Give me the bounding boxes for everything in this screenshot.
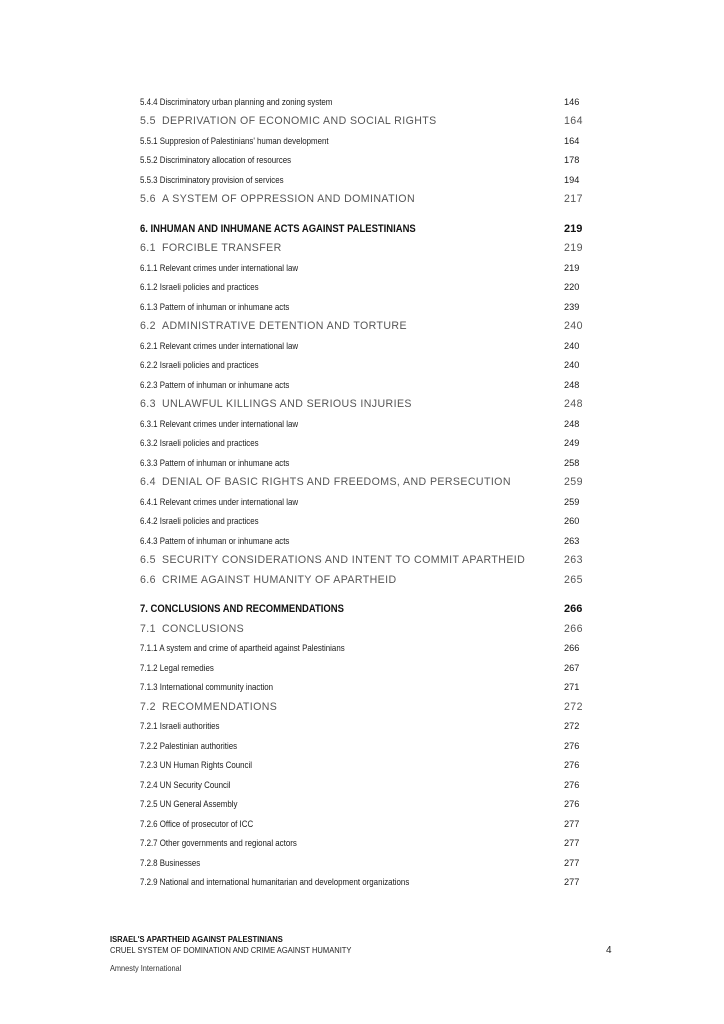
toc-page-number: 276 — [564, 779, 580, 790]
toc-page-number: 240 — [564, 360, 580, 371]
toc-section-entry[interactable] — [140, 551, 584, 571]
toc-section-number: 6.3 — [140, 398, 156, 411]
toc-entry-label: 7.2.9 National and international humanitarian and development organizations — [140, 877, 410, 888]
toc-page-number: 248 — [564, 379, 580, 390]
toc-page-number: 220 — [564, 282, 580, 293]
footer-organization: Amnesty International — [110, 963, 182, 973]
toc-subsection-entry[interactable] — [140, 873, 584, 893]
toc-subsection-entry[interactable] — [140, 336, 584, 356]
toc-entry-label: 6.4.2 Israeli policies and practices — [140, 516, 259, 527]
toc-page-number: 260 — [564, 516, 580, 527]
toc-page-number: 164 — [564, 135, 580, 146]
toc-page-number: 258 — [564, 457, 580, 468]
toc-entry-label: 7.2.3 UN Human Rights Council — [140, 760, 252, 771]
toc-page-number: 240 — [564, 340, 580, 351]
toc-section-number: 5.6 — [140, 193, 156, 206]
toc-section-number: 6.1 — [140, 242, 156, 255]
toc-entry-label: 6.3.3 Pattern of inhuman or inhumane acts — [140, 457, 290, 468]
toc-entry-label: 7.1.2 Legal remedies — [140, 662, 214, 673]
toc-page-number: 266 — [564, 603, 583, 616]
toc-entry-label: 5.4.4 Discriminatory urban planning and zoning system — [140, 96, 333, 107]
toc-page-number: 277 — [564, 857, 580, 868]
toc-section-title: DENIAL OF BASIC RIGHTS AND FREEDOMS, AND PERSECUTION — [162, 476, 511, 489]
toc-entry-label: 7.2.8 Businesses — [140, 857, 201, 868]
toc-entry-label — [140, 623, 244, 635]
toc-section-entry[interactable] — [140, 619, 584, 639]
toc-section-number: 6.4 — [140, 476, 156, 489]
toc-page-number: 276 — [564, 799, 580, 810]
toc-subsection-entry[interactable] — [140, 151, 584, 171]
toc-subsection-entry[interactable] — [140, 492, 584, 512]
toc-chapter-entry[interactable] — [140, 219, 584, 239]
toc-section-entry[interactable] — [140, 317, 584, 337]
toc-page-number: 240 — [564, 320, 583, 333]
footer-report-subtitle: CRUEL SYSTEM OF DOMINATION AND CRIME AGAINST HUMANITY — [110, 945, 352, 955]
toc-entry-label: 7.1.3 International community inaction — [140, 682, 274, 693]
toc-subsection-entry[interactable] — [140, 92, 584, 112]
toc-section-title: SECURITY CONSIDERATIONS AND INTENT TO COMMIT APARTHEID — [162, 554, 526, 567]
toc-page-number: 272 — [564, 700, 583, 713]
toc-entry-label: 6.4.3 Pattern of inhuman or inhumane acts — [140, 535, 290, 546]
toc-section-entry[interactable] — [140, 570, 584, 590]
toc-page-number: 194 — [564, 174, 580, 185]
toc-section-number: 7.2 — [140, 700, 156, 713]
toc-entry-label — [140, 701, 277, 713]
toc-entry-label — [140, 398, 412, 410]
toc-section-number: 6.5 — [140, 554, 156, 567]
toc-page-number: 265 — [564, 573, 583, 586]
toc-page-number: 259 — [564, 496, 580, 507]
toc-subsection-entry[interactable] — [140, 814, 584, 834]
toc-page-number: 277 — [564, 838, 580, 849]
toc-page-number: 276 — [564, 760, 580, 771]
table-of-contents — [140, 92, 584, 892]
toc-subsection-entry[interactable] — [140, 356, 584, 376]
toc-section-title: ADMINISTRATIVE DETENTION AND TORTURE — [162, 320, 407, 333]
toc-subsection-entry[interactable] — [140, 795, 584, 815]
toc-section-title: DEPRIVATION OF ECONOMIC AND SOCIAL RIGHTS — [162, 115, 437, 128]
toc-page-number: 266 — [564, 622, 583, 635]
toc-page-number: 277 — [564, 877, 580, 888]
toc-entry-label — [140, 193, 415, 205]
toc-entry-label: 6.2.2 Israeli policies and practices — [140, 360, 259, 371]
toc-entry-label: 5.5.2 Discriminatory allocation of resources — [140, 155, 292, 166]
toc-subsection-entry[interactable] — [140, 531, 584, 551]
toc-subsection-entry[interactable] — [140, 258, 584, 278]
toc-section-entry[interactable] — [140, 473, 584, 493]
toc-entry-label — [140, 476, 511, 488]
toc-section-number: 6.2 — [140, 320, 156, 333]
toc-page-number: 219 — [564, 242, 583, 255]
toc-section-title: RECOMMENDATIONS — [162, 700, 278, 713]
toc-section-entry[interactable] — [140, 697, 584, 717]
toc-subsection-entry[interactable] — [140, 717, 584, 737]
toc-page-number: 249 — [564, 438, 580, 449]
toc-page-number: 219 — [564, 222, 583, 235]
toc-section-entry[interactable] — [140, 239, 584, 259]
toc-subsection-entry[interactable] — [140, 756, 584, 776]
toc-entry-label — [140, 320, 407, 332]
toc-subsection-entry[interactable] — [140, 512, 584, 532]
toc-entry-label: 7.2.4 UN Security Council — [140, 779, 231, 790]
toc-page-number: 178 — [564, 155, 580, 166]
toc-subsection-entry[interactable] — [140, 453, 584, 473]
toc-section-title: A SYSTEM OF OPPRESSION AND DOMINATION — [162, 193, 415, 206]
toc-entry-label: 6.2.1 Relevant crimes under international law — [140, 340, 299, 351]
toc-entry-label — [140, 115, 437, 127]
toc-entry-label: 5.5.1 Suppresion of Palestinians' human development — [140, 135, 329, 146]
toc-page-number: 276 — [564, 740, 580, 751]
toc-section-number: 6.6 — [140, 573, 156, 586]
toc-page-number: 271 — [564, 682, 580, 693]
toc-page-number: 259 — [564, 476, 583, 489]
toc-entry-label: 7.2.1 Israeli authorities — [140, 721, 220, 732]
toc-page-number: 248 — [564, 418, 580, 429]
toc-subsection-entry[interactable] — [140, 658, 584, 678]
toc-page-number: 263 — [564, 554, 583, 567]
toc-entry-label — [140, 242, 282, 254]
toc-page-number: 266 — [564, 643, 580, 654]
toc-page-number: 272 — [564, 721, 580, 732]
toc-entry-label: 7.1.1 A system and crime of apartheid against Palestinians — [140, 643, 345, 654]
toc-section-title: FORCIBLE TRANSFER — [162, 242, 282, 255]
toc-entry-label: 6.1.1 Relevant crimes under international law — [140, 262, 299, 273]
toc-page-number: 277 — [564, 818, 580, 829]
toc-subsection-entry[interactable] — [140, 170, 584, 190]
toc-page-number: 267 — [564, 662, 580, 673]
toc-page-number: 248 — [564, 398, 583, 411]
toc-page-number: 217 — [564, 193, 583, 206]
toc-page-number: 164 — [564, 115, 583, 128]
toc-entry-label: 6.3.1 Relevant crimes under international law — [140, 418, 299, 429]
toc-subsection-entry[interactable] — [140, 775, 584, 795]
toc-subsection-entry[interactable] — [140, 639, 584, 659]
toc-subsection-entry[interactable] — [140, 414, 584, 434]
toc-section-title: CRIME AGAINST HUMANITY OF APARTHEID — [162, 573, 397, 586]
page-number: 4 — [606, 945, 612, 956]
toc-entry-label: 6.1.3 Pattern of inhuman or inhumane acts — [140, 301, 290, 312]
toc-section-title: CONCLUSIONS — [162, 622, 245, 635]
toc-entry-label: 7.2.2 Palestinian authorities — [140, 740, 238, 751]
toc-subsection-entry[interactable] — [140, 278, 584, 298]
toc-page-number: 219 — [564, 262, 580, 273]
toc-entry-label: 7.2.5 UN General Assembly — [140, 799, 238, 810]
toc-entry-label: 6.3.2 Israeli policies and practices — [140, 438, 259, 449]
toc-subsection-entry[interactable] — [140, 736, 584, 756]
toc-section-title: UNLAWFUL KILLINGS AND SERIOUS INJURIES — [162, 398, 412, 411]
toc-subsection-entry[interactable] — [140, 434, 584, 454]
toc-subsection-entry[interactable] — [140, 678, 584, 698]
toc-page-number: 263 — [564, 535, 580, 546]
toc-entry-label: 7.2.6 Office of prosecutor of ICC — [140, 818, 254, 829]
toc-entry-label — [140, 574, 397, 586]
toc-section-entry[interactable] — [140, 395, 584, 415]
toc-entry-label: 6.4.1 Relevant crimes under international law — [140, 496, 299, 507]
toc-section-number: 7.1 — [140, 622, 156, 635]
toc-entry-label — [140, 554, 525, 566]
toc-entry-label: 7.2.7 Other governments and regional actors — [140, 838, 297, 849]
page-footer — [110, 934, 614, 973]
toc-section-entry[interactable] — [140, 190, 584, 210]
toc-section-entry[interactable] — [140, 112, 584, 132]
toc-entry-label: 6.1.2 Israeli policies and practices — [140, 282, 259, 293]
toc-subsection-entry[interactable] — [140, 375, 584, 395]
toc-page-number: 239 — [564, 301, 580, 312]
toc-subsection-entry[interactable] — [140, 297, 584, 317]
toc-chapter-entry[interactable] — [140, 600, 584, 620]
toc-entry-label: 6.2.3 Pattern of inhuman or inhumane acts — [140, 379, 290, 390]
toc-entry-label: 5.5.3 Discriminatory provision of services — [140, 174, 284, 185]
toc-entry-label: 6. INHUMAN AND INHUMANE ACTS AGAINST PALESTINIANS — [140, 222, 416, 235]
toc-entry-label: 7. CONCLUSIONS AND RECOMMENDATIONS — [140, 603, 344, 616]
toc-page-number: 146 — [564, 96, 580, 107]
footer-report-title: ISRAEL'S APARTHEID AGAINST PALESTINIANS — [110, 934, 283, 944]
toc-subsection-entry[interactable] — [140, 853, 584, 873]
toc-subsection-entry[interactable] — [140, 131, 584, 151]
toc-section-number: 5.5 — [140, 115, 156, 128]
toc-subsection-entry[interactable] — [140, 834, 584, 854]
